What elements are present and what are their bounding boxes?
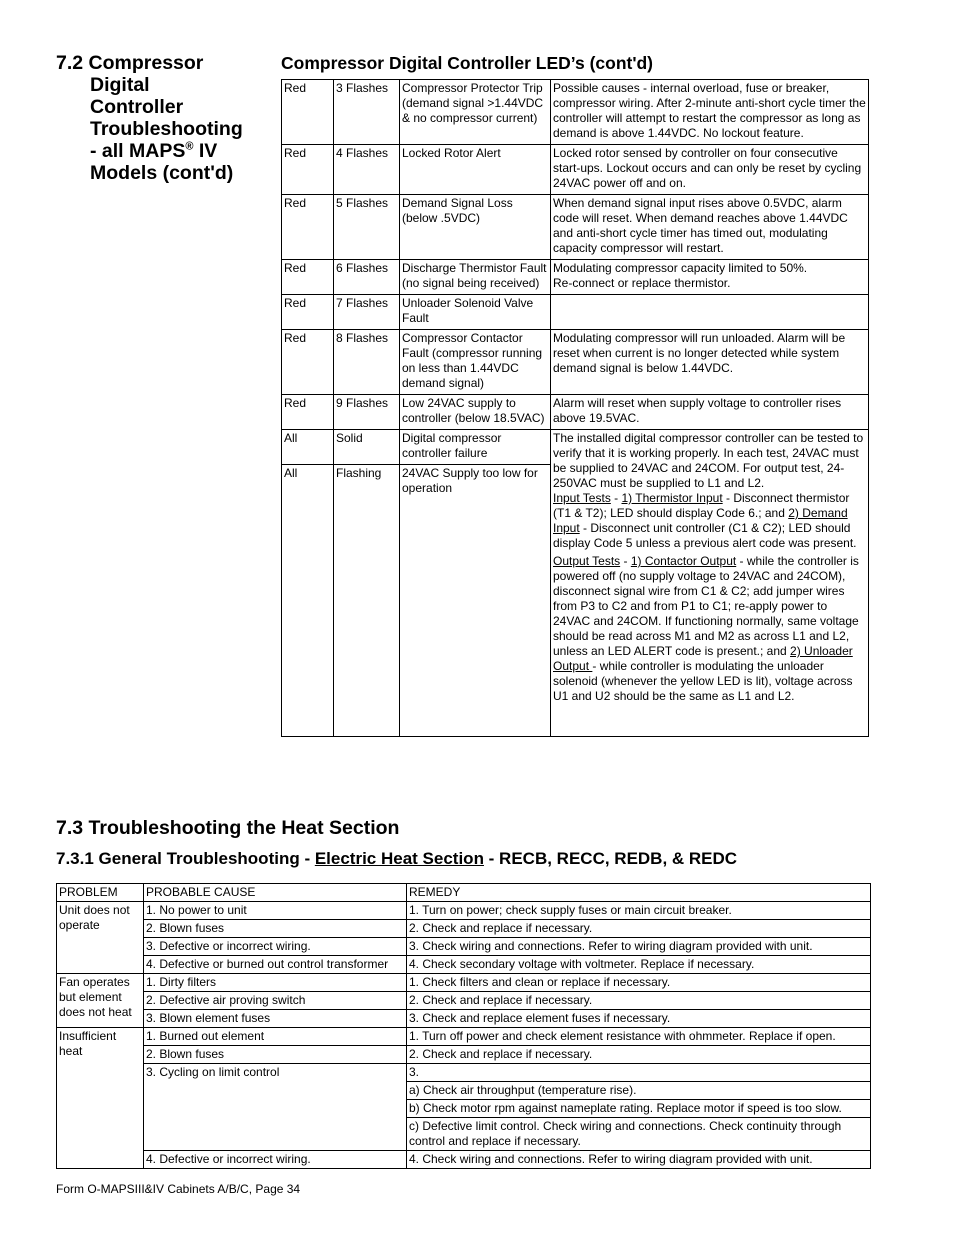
led-pattern: 3 Flashes [334,80,400,145]
remedy-cell: 2. Check and replace if necessary. [407,992,871,1010]
led-pattern: 4 Flashes [334,145,400,195]
remedy-cell: 4. Check secondary voltage with voltmeter. Replace if necessary. [407,956,871,974]
cause-cell: 4. Defective or incorrect wiring. [144,1151,407,1169]
test-intro: The installed digital compressor controller can be tested to verify that it is working properly. In each test, 24VAC must be supplied to 24VAC and 24COM. For output test, 24-250VAC must be supplied to L1 and L2. [553,431,864,490]
heading-line: Models (cont'd) [90,162,234,184]
heading-line: IV [193,140,218,162]
led-action: Possible causes - internal overload, fuse or breaker, compressor wiring. After 2-minute anti-short cycle timer the controller will attempt to restart the compressor as long as demand is above 1.44VDC. No lockout feature. [551,80,869,145]
action-line: Re-connect or replace thermistor. [553,276,731,290]
heat-troubleshooting-table [56,883,871,1169]
remedy-cell: b) Check motor rpm against nameplate rating. Replace motor if speed is too slow. [407,1100,871,1118]
column-header: PROBLEM [57,884,144,902]
cause-cell: 3. Defective or incorrect wiring. [144,938,407,956]
led-color: Red [282,145,334,195]
controller-test-instructions [551,430,869,737]
led-action: Modulating compressor will run unloaded. Alarm will be reset when current is no longer detected while system demand signal is below 1.44VDC. [551,330,869,395]
problem-cell: Insufficient heat [57,1028,144,1169]
led-pattern: 6 Flashes [334,260,400,295]
subheading-text: - RECB, RECC, REDB, & REDC [483,849,738,868]
input-tests-label: Input Tests [553,491,611,505]
led-action: Alarm will reset when supply voltage to controller rises above 19.5VAC. [551,395,869,430]
action-line: Modulating compressor capacity limited to 50%. [553,261,808,275]
cause-cell: 3. Blown element fuses [144,1010,407,1028]
cause-cell: 1. No power to unit [144,902,407,920]
subheading-text: 7.3.1 General Troubleshooting - [56,849,315,868]
subheading-underlined: Electric Heat Section [314,849,484,868]
led-pattern: 9 Flashes [334,395,400,430]
problem-cell: Fan operates but element does not heat [57,974,144,1028]
page-footer: Form O-MAPSIII&IV Cabinets A/B/C, Page 34 [56,1182,301,1196]
heading-line: Troubleshooting [90,118,243,140]
problem-cell: Unit does not operate [57,902,144,974]
heading-line: Digital [90,74,150,96]
led-action: Locked rotor sensed by controller on four consecutive start-ups. Lockout occurs and can only be reset by cycling 24VAC power off and on. [551,145,869,195]
section-7-2-heading [56,52,266,184]
cause-cell: 3. Cycling on limit control [144,1064,407,1151]
output-tests-paragraph [553,554,866,704]
section-7-3-heading: 7.3 Troubleshooting the Heat Section [56,817,400,839]
unloader-output-label: 2) Unloader Output [553,644,853,673]
table-row [282,295,869,330]
table-row [282,260,869,295]
led-action: When demand signal input rises above 0.5VDC, alarm code will reset. When demand reaches above 1.44VDC and anti-short cycle timer has timed out, modulating capacity compressor will restart. [551,195,869,260]
cause-cell: 1. Burned out element [144,1028,407,1046]
table-row [57,920,871,938]
separator: - [610,491,622,505]
led-condition: Unloader Solenoid Valve Fault [400,295,551,330]
led-action [551,295,869,330]
cause-cell: 2. Blown fuses [144,920,407,938]
demand-input-label: 2) Demand Input [553,506,848,535]
led-table-heading: Compressor Digital Controller LED’s (cont'd) [281,53,654,73]
led-pattern: 8 Flashes [334,330,400,395]
led-condition: Locked Rotor Alert [400,145,551,195]
table-row [282,330,869,395]
led-color: Red [282,395,334,430]
table-row [57,1028,871,1046]
section-7-3-1-heading [56,849,737,869]
table-row [57,902,871,920]
remedy-cell: 3. Check and replace element fuses if necessary. [407,1010,871,1028]
led-pattern: Flashing [334,465,400,737]
cause-cell: 4. Defective or burned out control transformer [144,956,407,974]
input-tests-paragraph [553,491,866,551]
led-color: Red [282,80,334,145]
table-row [57,1046,871,1064]
cause-cell: 1. Dirty filters [144,974,407,992]
table-row [57,938,871,956]
contactor-output-text: - while the controller is powered off (no supply voltage to 24VAC and 24COM), disconnect signal wire from C1 & C2; add jumper wires from P3 to C2 and from P1 to C1; re-apply power to 24VAC and 24COM. If functioning normally, same voltage should be read across M1 and M2 as across L1 and L2, unless an LED ALERT code is present.; and [553,554,859,658]
led-color: All [282,430,334,465]
led-condition: Digital compressor controller failure [400,430,551,465]
separator: - [620,554,631,568]
table-row [282,395,869,430]
led-condition: Compressor Contactor Fault (compressor running on less than 1.44VDC demand signal) [400,330,551,395]
table-row [282,145,869,195]
table-row [282,80,869,145]
table-row [57,1151,871,1169]
remedy-cell: a) Check air throughput (temperature rise). [407,1082,871,1100]
led-action [551,260,869,295]
remedy-cell: 3. Check wiring and connections. Refer to wiring diagram provided with unit. [407,938,871,956]
led-condition: Low 24VAC supply to controller (below 18.5VAC) [400,395,551,430]
table-row [57,992,871,1010]
led-pattern: Solid [334,430,400,465]
led-condition: Compressor Protector Trip (demand signal >1.44VDC & no compressor current) [400,80,551,145]
thermistor-input-label: 1) Thermistor Input [621,491,723,505]
heading-line: - all MAPS [90,140,186,162]
registered-mark: ® [185,140,194,153]
contactor-output-label: 1) Contactor Output [630,554,737,568]
remedy-cell: 1. Turn off power and check element resistance with ohmmeter. Replace if open. [407,1028,871,1046]
led-color: Red [282,295,334,330]
remedy-cell: 4. Check wiring and connections. Refer to wiring diagram provided with unit. [407,1151,871,1169]
table-row [282,195,869,260]
column-header: PROBABLE CAUSE [144,884,407,902]
table-row [57,956,871,974]
table-header-row [57,884,871,902]
output-tests-label: Output Tests [553,554,621,568]
led-condition: Discharge Thermistor Fault (no signal being received) [400,260,551,295]
remedy-cell: c) Defective limit control. Check wiring and connections. Check continuity through control and replace if necessary. [407,1118,871,1151]
table-row [282,430,869,465]
remedy-cell: 1. Turn on power; check supply fuses or main circuit breaker. [407,902,871,920]
table-row [57,974,871,992]
led-color: Red [282,330,334,395]
remedy-cell: 2. Check and replace if necessary. [407,1046,871,1064]
remedy-cell: 2. Check and replace if necessary. [407,920,871,938]
cause-cell: 2. Blown fuses [144,1046,407,1064]
section-number: 7.2 [56,52,84,74]
table-row [57,1010,871,1028]
table-row [57,1064,871,1082]
remedy-cell: 3. [407,1064,871,1082]
led-color: All [282,465,334,737]
demand-input-text: - Disconnect unit controller (C1 & C2); LED should display Code 5 unless a previous alert code was present. [553,521,857,550]
led-condition: 24VAC Supply too low for operation [400,465,551,737]
unloader-output-text: - while controller is modulating the unloader solenoid (whenever the yellow LED is lit), voltage across U1 and U2 should be the same as L1 and L2. [553,659,853,703]
cause-cell: 2. Defective air proving switch [144,992,407,1010]
led-color: Red [282,260,334,295]
led-condition: Demand Signal Loss (below .5VDC) [400,195,551,260]
led-pattern: 7 Flashes [334,295,400,330]
led-codes-table [281,79,869,737]
thermistor-input-text: - Disconnect thermistor (T1 & T2); LED should display Code 6.; and [553,491,850,520]
led-pattern: 5 Flashes [334,195,400,260]
led-color: Red [282,195,334,260]
heading-line: Compressor [88,52,204,74]
remedy-cell: 1. Check filters and clean or replace if necessary. [407,974,871,992]
column-header: REMEDY [407,884,871,902]
heading-line: Controller [90,96,184,118]
